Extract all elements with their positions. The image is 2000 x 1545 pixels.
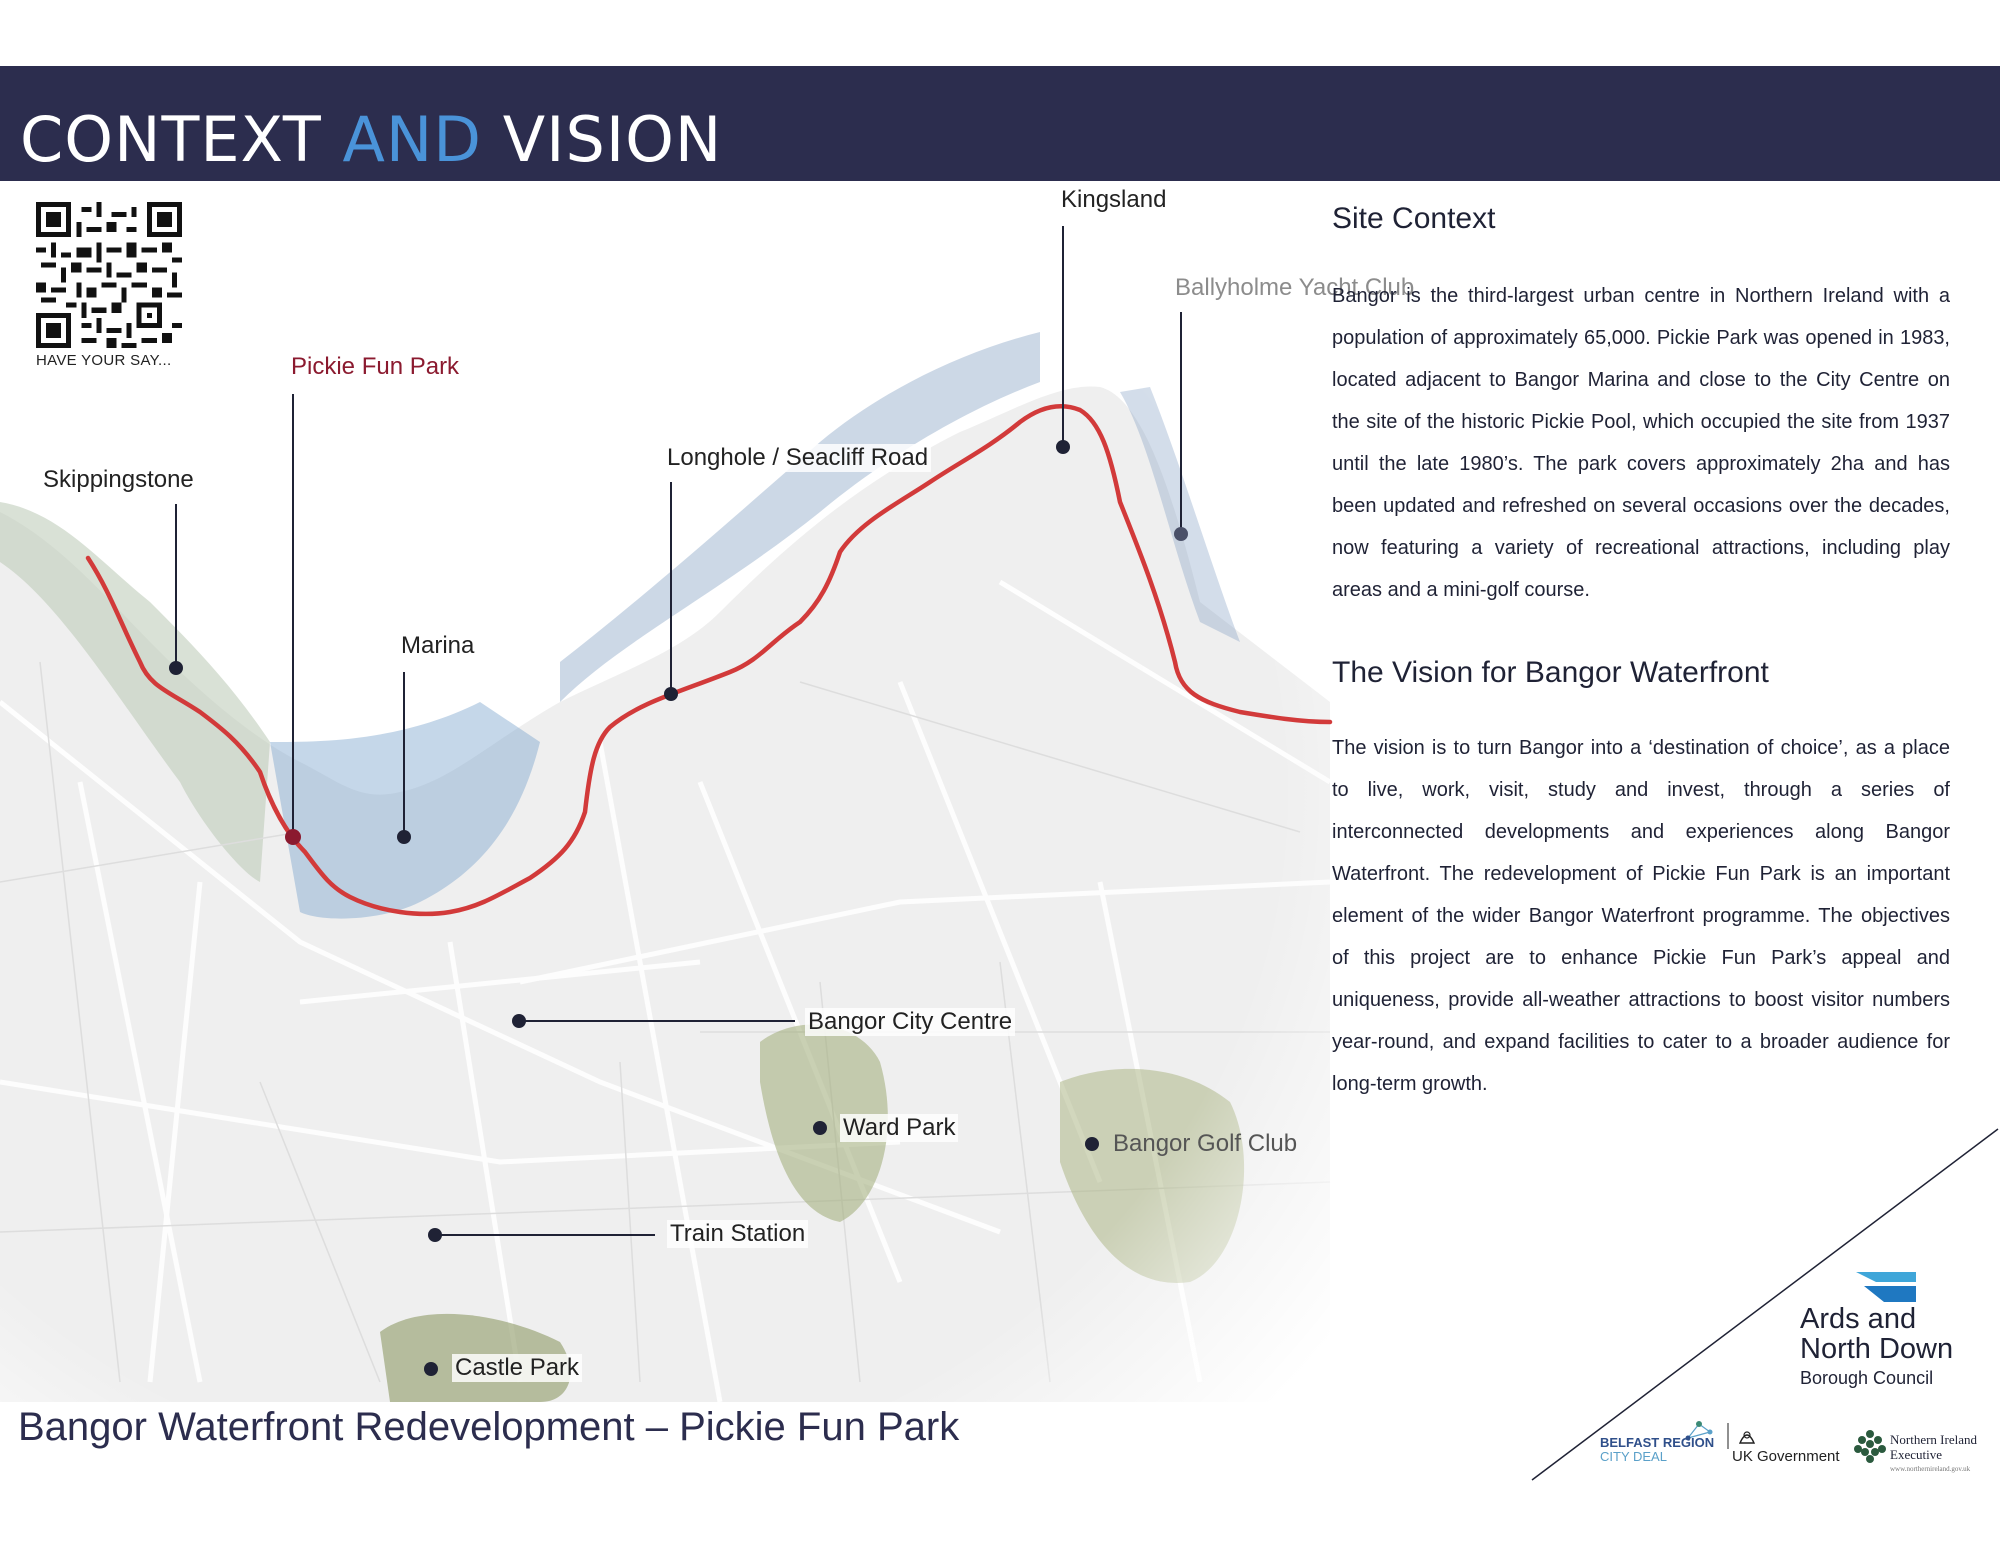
pin-train-station [428, 1228, 442, 1242]
brcd-line-2: CITY DEAL [1600, 1449, 1667, 1464]
ards-north-down-logo [1800, 1272, 1960, 1389]
label-kingsland: Kingsland [1058, 186, 1169, 214]
title-part-and: AND [342, 103, 483, 176]
ni-line-2: Executive [1890, 1447, 1942, 1462]
pin-ward-park [813, 1121, 827, 1135]
label-skippingstone: Skippingstone [40, 466, 197, 494]
pin-pickie [285, 829, 301, 845]
title-part-context: CONTEXT [20, 103, 322, 176]
pin-castle-park [424, 1362, 438, 1376]
label-castle-park: Castle Park [452, 1354, 582, 1382]
ards-logo-mark-icon [1856, 1272, 1916, 1304]
ards-line-3: Borough Council [1800, 1368, 1934, 1388]
vision-body: The vision is to turn Bangor into a ‘destination of choice’, as a place to live, work, visit, study and invest, through a series of interconnected developments and experiences along Bangor Waterfront. The redevelopment of Pickie Fun Park is an important element of the wider Bangor Waterfront programme. The objectives of this project are to enhance Pickie Fun Park’s appeal and uniqueness, provide all-weather attractions to boost visitor numbers year-round, and expand facilities to cater to a broader audience for long-term growth. [1332, 737, 1950, 1095]
site-map [0, 182, 1330, 1402]
ni-executive-flax-icon [1852, 1428, 1888, 1464]
title-part-vision: VISION [502, 103, 723, 176]
ards-line-1: Ards and [1800, 1303, 1917, 1335]
label-ballyholme: Ballyholme Yacht Club [1175, 274, 1415, 301]
pin-skippingstone [169, 661, 183, 675]
ni-executive-logo [1890, 1432, 2000, 1477]
pin-city-centre [512, 1014, 526, 1028]
ni-sub: www.northernireland.gov.uk [1890, 1465, 1971, 1473]
label-marina: Marina [398, 632, 477, 660]
ards-line-2: North Down [1800, 1333, 1954, 1365]
label-city-centre: Bangor City Centre [805, 1008, 1015, 1036]
qr-caption: HAVE YOUR SAY... [36, 352, 172, 369]
site-context-body: Bangor is the third-largest urban centre in Northern Ireland with a population of approximately 65,000. Pickie Park was opened in 1983, located adjacent to Bangor Marina and close to the City Centre on the site of the historic Pickie Pool, which occupied the site from 1937 until the late 1980’s. The park covers approximately 2ha and has been updated and refreshed on several occasions over the decades, now featuring a variety of recreational attractions, including play areas and a mini-golf course. [1332, 285, 1950, 601]
belfast-region-city-deal-logo [1600, 1436, 1714, 1464]
brcd-line-1: BELFAST REGION [1600, 1435, 1715, 1450]
label-golf-club: Bangor Golf Club [1113, 1130, 1298, 1157]
pin-kingsland [1056, 440, 1070, 454]
uk-government-crest-icon [1736, 1425, 1758, 1447]
qr-code[interactable] [36, 202, 182, 348]
pin-ballyholme [1174, 527, 1188, 541]
label-longhole: Longhole / Seacliff Road [664, 444, 931, 472]
label-ward-park: Ward Park [840, 1114, 958, 1142]
footer-title: Bangor Waterfront Redevelopment – Pickie Fun Park [18, 1405, 960, 1449]
ni-line-1: Northern Ireland [1890, 1432, 1977, 1447]
label-pickie-fun-park: Pickie Fun Park [288, 353, 462, 381]
vision-heading: The Vision for Bangor Waterfront [1332, 656, 1769, 689]
uk-government-logo: UK Government [1732, 1448, 1840, 1465]
label-train-station: Train Station [667, 1220, 808, 1248]
pin-golf-club [1085, 1137, 1099, 1151]
site-context-heading: Site Context [1332, 202, 1496, 235]
page-title [20, 105, 722, 175]
pin-marina [397, 830, 411, 844]
pin-longhole [664, 687, 678, 701]
